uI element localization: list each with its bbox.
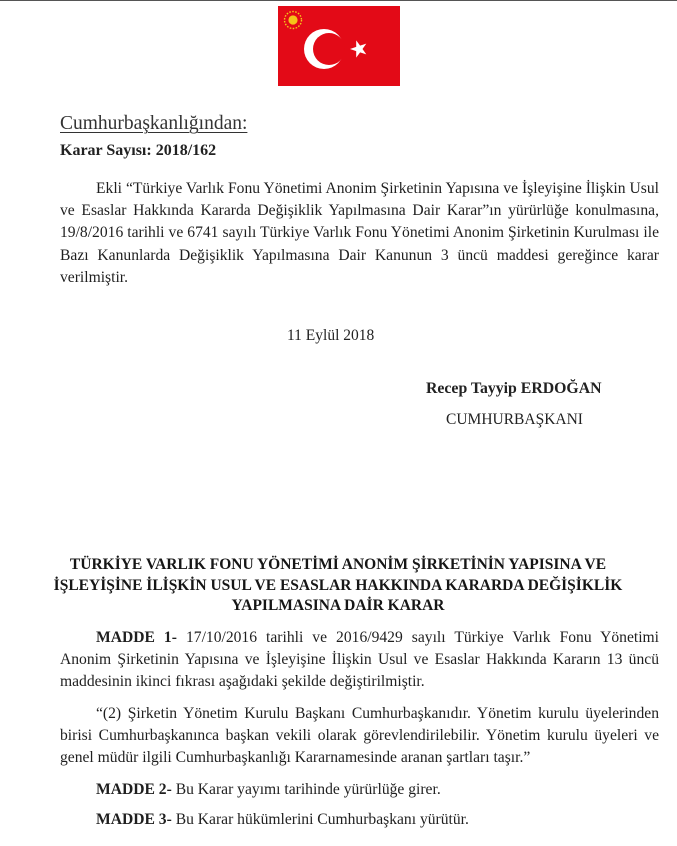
article-3-text: Bu Karar hükümlerini Cumhurbaşkanı yürütür. bbox=[175, 811, 469, 828]
signatory-name: Recep Tayyip ERDOĞAN bbox=[426, 380, 602, 397]
issuer-heading: Cumhurbaşkanlığından: bbox=[60, 113, 248, 134]
article-1 bbox=[60, 627, 659, 694]
intro-paragraph bbox=[60, 178, 659, 289]
flag-graphic bbox=[278, 6, 400, 86]
intro-text: Ekli “Türkiye Varlık Fonu Yönetimi Anonim Şirketinin Yapısına ve İşleyişine İlişkin Usul ve Esaslar Hakkında Kararda Değişiklik Yapılmasına Dair Karar”ın yürürlüğe konulmasına, 19/8/2016 tarihli ve 6741 sayılı Türkiye Varlık Fonu Yönetimi Anonim Şirketinin Kurulması ile Bazı Kanunlarda Değişiklik Yapılmasına Dair Kanunun 3 üncü maddesi gereğince karar verilmiştir. bbox=[60, 180, 659, 286]
article-2-label: MADDE 2- bbox=[96, 781, 172, 798]
decision-title: TÜRKİYE VARLIK FONU YÖNETİMİ ANONİM ŞİRKETİNİN YAPISINA VE İŞLEYİŞİNE İLİŞKİN USUL VE ESASLAR HAKKINDA KARARDA DEĞİŞİKLİK YAPILMASINA DAİR KARAR bbox=[53, 556, 623, 614]
signatory-title: CUMHURBAŞKANI bbox=[446, 411, 583, 428]
article-1-label: MADDE 1- bbox=[96, 629, 177, 646]
article-3-label: MADDE 3- bbox=[96, 811, 172, 828]
turkish-flag-icon bbox=[278, 6, 400, 86]
article-1-text: 17/10/2016 tarihli ve 2016/9429 sayılı Türkiye Varlık Fonu Yönetimi Anonim Şirketinin Yapısına ve İşleyişine İlişkin Usul ve Esaslar Hakkında Kararın 13 üncü maddesinin ikinci fıkrası aşağıdaki şekilde değiştirilmiştir. bbox=[60, 629, 659, 691]
article-1-quote bbox=[60, 703, 659, 770]
decision-number: Karar Sayısı: 2018/162 bbox=[60, 142, 217, 159]
article-3 bbox=[60, 809, 659, 831]
article-2 bbox=[60, 779, 659, 801]
article-1-quote-text: “(2) Şirketin Yönetim Kurulu Başkanı Cumhurbaşkanıdır. Yönetim kurulu üyelerinden birisi Cumhurbaşkanınca başkan vekili olarak görevlendirilebilir. Yönetim kurulu üyeleri ve genel müdür ilgili Cumhurbaşkanlığı Kararnamesinde aranan şartları taşır.” bbox=[60, 705, 659, 767]
decision-date: 11 Eylül 2018 bbox=[287, 327, 375, 344]
article-2-text: Bu Karar yayımı tarihinde yürürlüğe girer. bbox=[175, 781, 441, 798]
